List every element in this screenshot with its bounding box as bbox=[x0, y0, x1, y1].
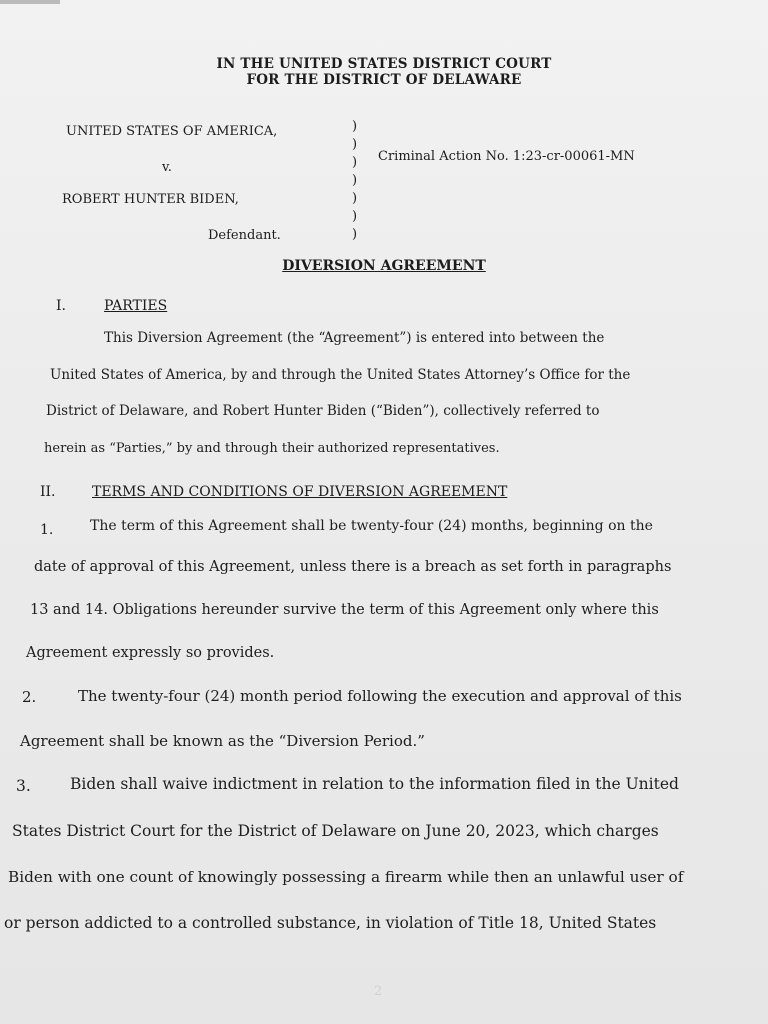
term-3-line-1: Biden shall waive indictment in relation to the information filed in the United bbox=[70, 775, 679, 793]
defendant-label: Defendant. bbox=[208, 228, 281, 243]
defendant-name: ROBERT HUNTER BIDEN, bbox=[62, 192, 239, 207]
term-1-line-1: The term of this Agreement shall be twenty-four (24) months, beginning on the bbox=[90, 518, 653, 534]
parties-line-4: herein as “Parties,” by and through their authorized representatives. bbox=[44, 441, 500, 456]
term-3-line-3: Biden with one count of knowingly possessing a firearm while then an unlawful user of bbox=[8, 868, 684, 886]
term-number-2: 2. bbox=[22, 688, 37, 706]
court-header bbox=[0, 56, 768, 88]
plaintiff-name: UNITED STATES OF AMERICA, bbox=[66, 124, 278, 139]
section-numeral: II. bbox=[40, 484, 56, 500]
term-2-line-2: Agreement shall be known as the “Diversion Period.” bbox=[20, 732, 425, 750]
section-title: PARTIES bbox=[104, 298, 168, 314]
court-line-2: FOR THE DISTRICT OF DELAWARE bbox=[246, 72, 522, 88]
parties-line-1: This Diversion Agreement (the “Agreement”) is entered into between the bbox=[104, 330, 605, 346]
case-number: Criminal Action No. 1:23-cr-00061-MN bbox=[378, 149, 635, 164]
court-line-1: IN THE UNITED STATES DISTRICT COURT bbox=[216, 56, 552, 72]
page-number: 2 bbox=[374, 984, 383, 999]
term-3-line-4: or person addicted to a controlled substance, in violation of Title 18, United States bbox=[4, 914, 657, 932]
term-number-3: 3. bbox=[16, 777, 31, 795]
versus-label: v. bbox=[162, 160, 172, 175]
page-fold-shadow bbox=[0, 0, 60, 4]
term-number-1: 1. bbox=[40, 522, 54, 538]
parties-line-2: United States of America, by and through the United States Attorney’s Office for the bbox=[50, 367, 631, 383]
term-1-line-4: Agreement expressly so provides. bbox=[26, 645, 275, 661]
section-title: TERMS AND CONDITIONS OF DIVERSION AGREEMENT bbox=[92, 484, 508, 500]
term-3-line-2: States District Court for the District of Delaware on June 20, 2023, which charges bbox=[12, 822, 659, 840]
term-1-line-3: 13 and 14. Obligations hereunder survive the term of this Agreement only where this bbox=[30, 602, 659, 618]
term-2-line-1: The twenty-four (24) month period following the execution and approval of this bbox=[78, 687, 682, 705]
section-numeral: I. bbox=[56, 298, 66, 314]
term-1-line-2: date of approval of this Agreement, unless there is a breach as set forth in paragraphs bbox=[34, 559, 672, 575]
parties-line-3: District of Delaware, and Robert Hunter Biden (“Biden”), collectively referred to bbox=[46, 403, 600, 419]
document-title: DIVERSION AGREEMENT bbox=[282, 258, 486, 274]
caption-bracket: ) ) ) ) ) ) ) bbox=[352, 119, 358, 242]
